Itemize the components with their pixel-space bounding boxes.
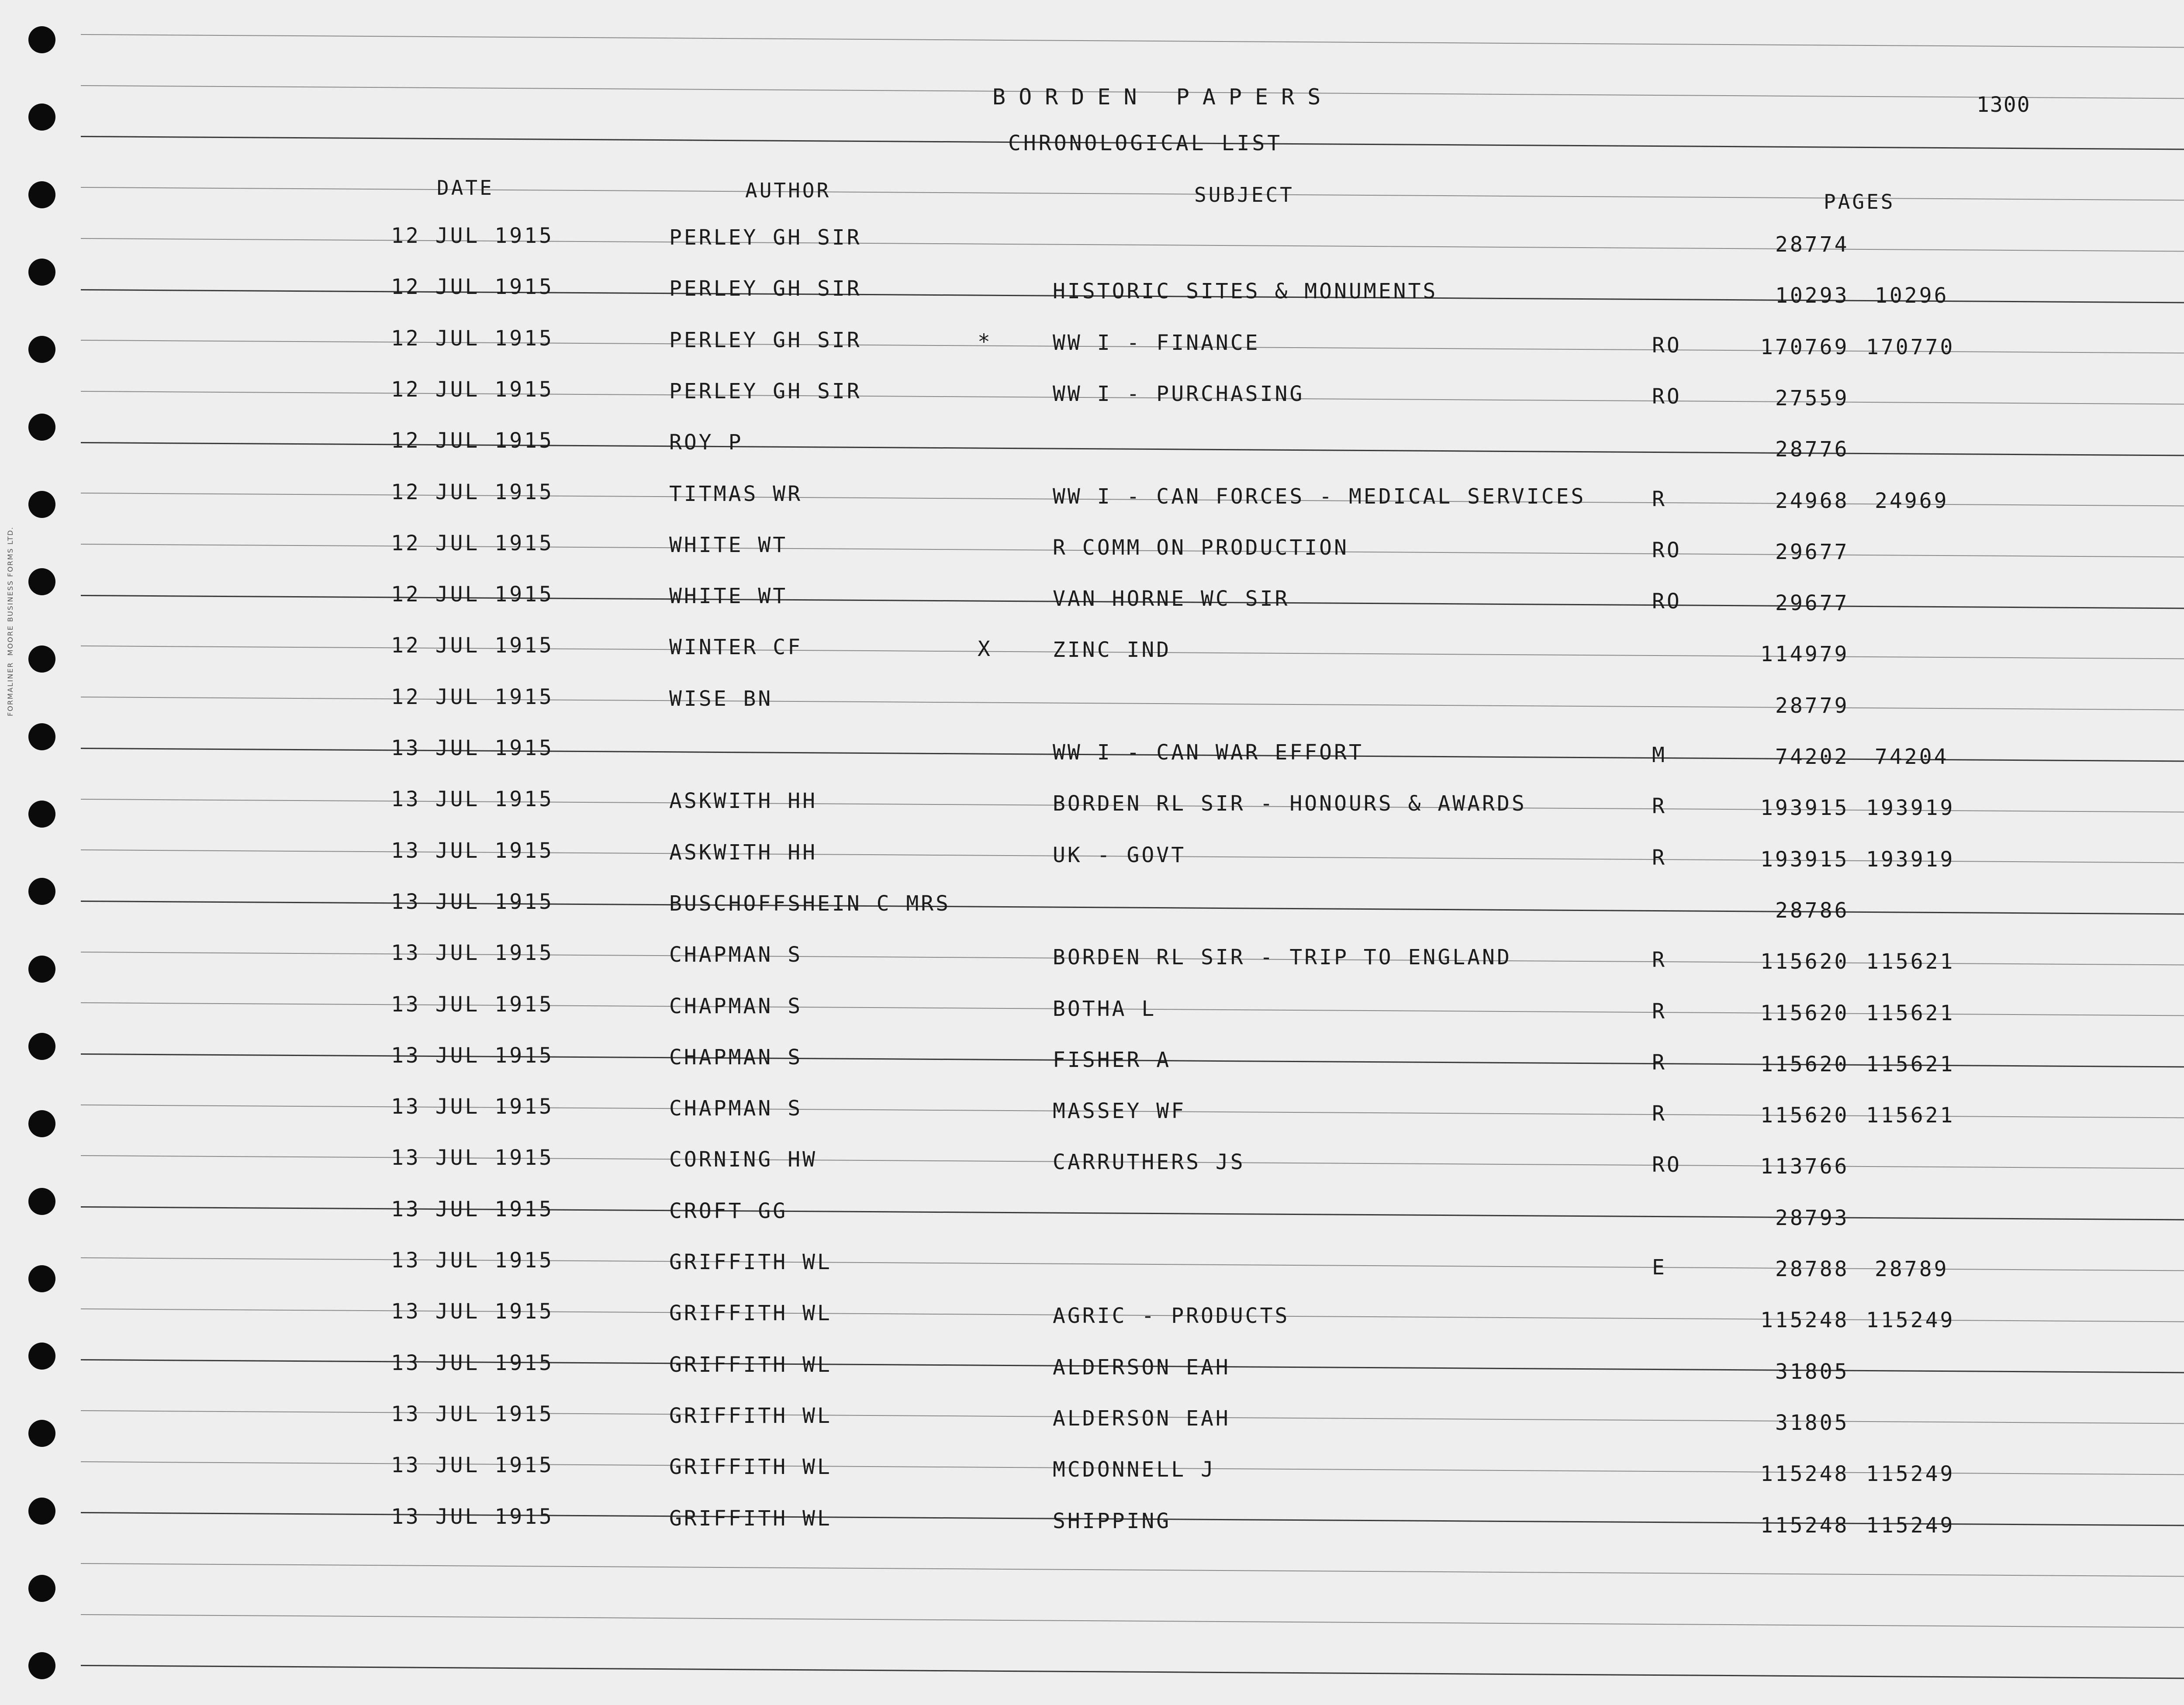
- row-date: 13 JUL 1915: [391, 1453, 554, 1478]
- row-author: GRIFFITH WL: [669, 1403, 832, 1428]
- row-subject: WW I - CAN WAR EFFORT: [1053, 740, 1364, 765]
- sprocket-hole: [28, 1420, 55, 1447]
- row-page-to: 28789: [1875, 1257, 1949, 1281]
- row-code: R: [1652, 487, 1667, 511]
- row-date: 13 JUL 1915: [391, 1248, 554, 1273]
- row-author: CHAPMAN S: [669, 1045, 803, 1070]
- row-author: CHAPMAN S: [669, 994, 803, 1018]
- row-code: R: [1652, 999, 1667, 1024]
- row-page-from: 10293: [1775, 283, 1849, 308]
- row-code: R: [1652, 794, 1667, 819]
- row-code: E: [1652, 1255, 1667, 1280]
- column-header-subject: SUBJECT: [1194, 183, 1294, 207]
- row-subject: BORDEN RL SIR - TRIP TO ENGLAND: [1053, 945, 1512, 970]
- row-date: 12 JUL 1915: [391, 684, 554, 709]
- ruled-line: [81, 1614, 2184, 1628]
- row-page-from: 28776: [1775, 437, 1849, 462]
- row-author: CROFT GG: [669, 1198, 788, 1223]
- sprocket-hole: [28, 181, 55, 208]
- sprocket-hole: [28, 1110, 55, 1137]
- row-page-from: 31805: [1775, 1410, 1849, 1435]
- sprocket-hole: [28, 645, 55, 673]
- row-subject: FISHER A: [1053, 1047, 1171, 1072]
- column-header-date: DATE: [437, 176, 494, 200]
- row-page-from: 28786: [1775, 898, 1849, 923]
- column-header-author: AUTHOR: [745, 179, 831, 202]
- document-title: BORDEN PAPERS: [992, 84, 1334, 110]
- row-subject: MASSEY WF: [1053, 1099, 1186, 1124]
- document-subtitle: CHRONOLOGICAL LIST: [1008, 131, 1283, 155]
- row-code: R: [1652, 845, 1667, 870]
- sprocket-hole: [28, 801, 55, 828]
- row-page-from: 115248: [1760, 1308, 1849, 1333]
- row-page-from: 24968: [1775, 488, 1849, 513]
- row-author: TITMAS WR: [669, 481, 803, 506]
- row-date: 12 JUL 1915: [391, 377, 554, 402]
- ruled-line: [81, 34, 2184, 48]
- ruled-line: [81, 1665, 2184, 1679]
- row-subject: BOTHA L: [1053, 996, 1157, 1021]
- row-date: 13 JUL 1915: [391, 1350, 554, 1375]
- row-date: 12 JUL 1915: [391, 428, 554, 453]
- row-subject: ALDERSON EAH: [1053, 1406, 1230, 1431]
- row-page-to: 115621: [1866, 949, 1955, 974]
- row-author: PERLEY GH SIR: [669, 225, 862, 250]
- row-date: 13 JUL 1915: [391, 736, 554, 760]
- row-author: GRIFFITH WL: [669, 1506, 832, 1531]
- row-page-to: 193919: [1866, 847, 1955, 872]
- row-author: ASKWITH HH: [669, 789, 817, 814]
- row-page-from: 74202: [1775, 745, 1849, 769]
- row-date: 13 JUL 1915: [391, 889, 554, 914]
- row-subject: HISTORIC SITES & MONUMENTS: [1053, 279, 1438, 304]
- sprocket-hole: [28, 878, 55, 905]
- row-author: CHAPMAN S: [669, 1096, 803, 1121]
- row-author: CHAPMAN S: [669, 942, 803, 967]
- sprocket-hole: [28, 1188, 55, 1215]
- row-mark: *: [978, 329, 992, 354]
- row-code: RO: [1652, 333, 1682, 358]
- row-date: 13 JUL 1915: [391, 1146, 554, 1170]
- row-author: GRIFFITH WL: [669, 1250, 832, 1274]
- row-code: RO: [1652, 384, 1682, 409]
- ruled-line: [81, 1563, 2184, 1577]
- sprocket-hole: [28, 1498, 55, 1525]
- sprocket-hole: [28, 104, 55, 131]
- sprocket-hole: [28, 1575, 55, 1602]
- row-page-from: 115620: [1760, 1052, 1849, 1077]
- row-page-from: 115620: [1760, 949, 1849, 974]
- row-author: GRIFFITH WL: [669, 1352, 832, 1377]
- row-code: RO: [1652, 1153, 1682, 1177]
- row-page-from: 29677: [1775, 539, 1849, 564]
- row-subject: AGRIC - PRODUCTS: [1053, 1304, 1290, 1329]
- row-author: CORNING HW: [669, 1147, 817, 1172]
- row-page-from: 31805: [1775, 1359, 1849, 1384]
- row-page-from: 28788: [1775, 1257, 1849, 1281]
- column-header-pages: PAGES: [1824, 190, 1895, 214]
- row-date: 13 JUL 1915: [391, 787, 554, 812]
- row-author: ROY P: [669, 430, 743, 455]
- sprocket-hole: [28, 1343, 55, 1370]
- row-page-to: 170770: [1866, 335, 1955, 359]
- row-author: WHITE WT: [669, 584, 788, 609]
- row-date: 12 JUL 1915: [391, 275, 554, 300]
- row-author: BUSCHOFFSHEIN C MRS: [669, 891, 951, 916]
- sprocket-hole: [28, 336, 55, 363]
- row-date: 13 JUL 1915: [391, 992, 554, 1017]
- row-page-from: 29677: [1775, 591, 1849, 616]
- row-page-to: 193919: [1866, 796, 1955, 821]
- row-date: 12 JUL 1915: [391, 224, 554, 248]
- row-subject: ZINC IND: [1053, 638, 1171, 663]
- row-date: 13 JUL 1915: [391, 1401, 554, 1426]
- row-page-from: 170769: [1760, 335, 1849, 359]
- row-page-to: 115621: [1866, 1001, 1955, 1025]
- sprocket-hole: [28, 259, 55, 286]
- sprocket-hole: [28, 26, 55, 53]
- row-page-to: 24969: [1875, 488, 1949, 513]
- row-code: R: [1652, 948, 1667, 973]
- row-code: RO: [1652, 589, 1682, 614]
- row-page-from: 115620: [1760, 1103, 1849, 1128]
- row-code: R: [1652, 1101, 1667, 1126]
- row-code: RO: [1652, 538, 1682, 563]
- row-page-from: 28793: [1775, 1205, 1849, 1230]
- row-author: GRIFFITH WL: [669, 1301, 832, 1326]
- row-page-to: 115249: [1866, 1513, 1955, 1538]
- row-author: WINTER CF: [669, 635, 803, 660]
- sprocket-hole: [28, 723, 55, 750]
- row-date: 12 JUL 1915: [391, 326, 554, 351]
- form-manufacturer-note: FORMALINER MOORE BUSINESS FORMS LTD.: [6, 526, 14, 716]
- row-subject: R COMM ON PRODUCTION: [1053, 535, 1349, 560]
- row-subject: MCDONNELL J: [1053, 1457, 1216, 1482]
- sprocket-hole: [28, 956, 55, 983]
- row-subject: VAN HORNE WC SIR: [1053, 587, 1290, 611]
- row-author: ASKWITH HH: [669, 840, 817, 865]
- row-subject: BORDEN RL SIR - HONOURS & AWARDS: [1053, 791, 1527, 816]
- row-date: 13 JUL 1915: [391, 941, 554, 966]
- row-date: 13 JUL 1915: [391, 1299, 554, 1324]
- row-subject: CARRUTHERS JS: [1053, 1150, 1245, 1175]
- sprocket-hole: [28, 491, 55, 518]
- row-page-to: 115621: [1866, 1103, 1955, 1128]
- row-page-from: 113766: [1760, 1154, 1849, 1179]
- row-page-from: 114979: [1760, 642, 1849, 667]
- row-page-from: 115248: [1760, 1513, 1849, 1538]
- sprocket-hole: [28, 1265, 55, 1292]
- sprocket-hole: [28, 414, 55, 441]
- row-date: 13 JUL 1915: [391, 1043, 554, 1068]
- sprocket-hole: [28, 1652, 55, 1679]
- row-author: GRIFFITH WL: [669, 1455, 832, 1480]
- row-page-from: 27559: [1775, 386, 1849, 411]
- row-author: PERLEY GH SIR: [669, 328, 862, 352]
- row-subject: UK - GOVT: [1053, 842, 1186, 867]
- row-author: WISE BN: [669, 686, 773, 711]
- row-date: 13 JUL 1915: [391, 1094, 554, 1119]
- row-date: 12 JUL 1915: [391, 531, 554, 556]
- sprocket-hole: [28, 568, 55, 595]
- row-code: R: [1652, 1050, 1667, 1075]
- row-date: 12 JUL 1915: [391, 480, 554, 504]
- row-mark: X: [978, 637, 992, 662]
- row-subject: WW I - CAN FORCES - MEDICAL SERVICES: [1053, 484, 1586, 509]
- row-page-from: 28774: [1775, 232, 1849, 257]
- row-page-to: 115621: [1866, 1052, 1955, 1077]
- row-page-from: 115620: [1760, 1001, 1849, 1025]
- row-date: 13 JUL 1915: [391, 1197, 554, 1222]
- row-code: M: [1652, 743, 1667, 767]
- row-subject: SHIPPING: [1053, 1508, 1171, 1533]
- row-page-from: 28779: [1775, 693, 1849, 718]
- row-date: 13 JUL 1915: [391, 1504, 554, 1529]
- row-author: PERLEY GH SIR: [669, 379, 862, 404]
- row-page-from: 115248: [1760, 1462, 1849, 1487]
- row-page-to: 115249: [1866, 1462, 1955, 1487]
- row-page-from: 193915: [1760, 847, 1849, 872]
- sprocket-hole: [28, 1033, 55, 1060]
- row-page-to: 115249: [1866, 1308, 1955, 1333]
- row-page-from: 193915: [1760, 796, 1849, 821]
- row-date: 12 JUL 1915: [391, 582, 554, 607]
- row-page-to: 74204: [1875, 745, 1949, 769]
- row-page-to: 10296: [1875, 283, 1949, 308]
- row-subject: WW I - FINANCE: [1053, 330, 1260, 355]
- row-date: 13 JUL 1915: [391, 838, 554, 863]
- row-subject: WW I - PURCHASING: [1053, 381, 1305, 406]
- page-number: 1300: [1977, 93, 2031, 117]
- row-date: 12 JUL 1915: [391, 633, 554, 658]
- row-author: WHITE WT: [669, 532, 788, 557]
- row-subject: ALDERSON EAH: [1053, 1355, 1230, 1380]
- row-author: PERLEY GH SIR: [669, 276, 862, 301]
